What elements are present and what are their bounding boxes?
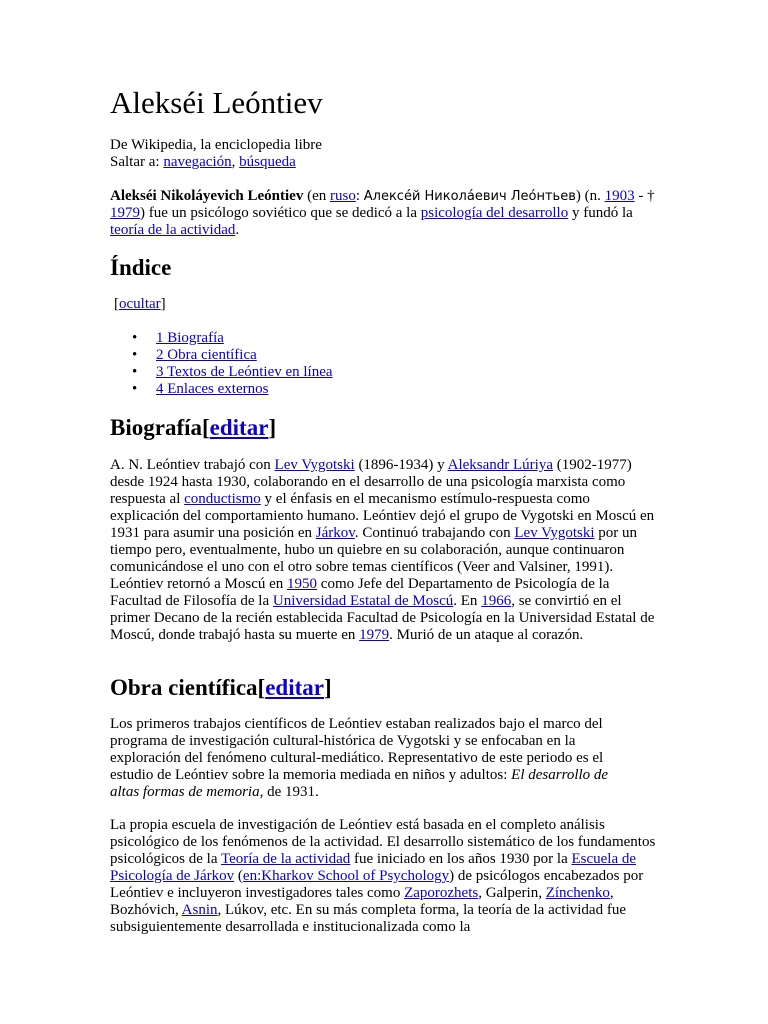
body-text: . Murió de un ataque al corazón. bbox=[389, 627, 584, 643]
link-teoria-actividad-2[interactable]: Teoría de la actividad bbox=[220, 851, 351, 867]
heading-text: Biografía bbox=[110, 415, 202, 440]
edit-bracket: ] bbox=[268, 415, 277, 440]
link-asnin[interactable]: Asnin bbox=[181, 902, 218, 918]
body-text: por un tiempo pero, eventualmente, hubo un quiebre en su colaboración, aunque continuaron comunicándose el uno con el otro sobre temas científicos (Veer and Valsiner, 1991). Leóntiev retornó a Moscú en bbox=[110, 525, 638, 592]
navigation-link[interactable]: navegación bbox=[163, 154, 232, 170]
biografia-paragraph bbox=[110, 457, 658, 644]
intro-text: - † bbox=[634, 188, 655, 204]
body-text: La propia escuela de investigación de Leóntiev está basada en el completo análisis psicológico de los fenómenos de la actividad. El desarrollo sistemático de los fundamentos psicológicos de la bbox=[110, 817, 656, 867]
toc-item bbox=[110, 347, 660, 364]
edit-bracket: [ bbox=[202, 415, 210, 440]
toc-item bbox=[110, 381, 660, 398]
body-text: , se convirtió en el primer Decano de la recién establecida Facultad de Psicología en la Universidad Estatal de Moscú, donde trabajó hasta su muerte en bbox=[110, 593, 655, 643]
toc-bracket: ] bbox=[160, 296, 166, 312]
intro-text: ) (n. bbox=[575, 188, 605, 204]
toc-link-enlaces[interactable]: 4 Enlaces externos bbox=[156, 381, 269, 397]
edit-link-biografia[interactable]: editar bbox=[209, 415, 269, 440]
link-1966[interactable]: 1966 bbox=[481, 593, 512, 609]
intro-text: ) fue un psicólogo soviético que se dedicó a la bbox=[140, 205, 421, 221]
book-title: El desarrollo de altas formas de memoria bbox=[110, 767, 609, 800]
body-text: y el énfasis en el mecanismo estímulo-respuesta como explicación del comportamiento humano. Leóntiev dejó el grupo de Vygotski en Moscú en 1931 para asumir una posición en bbox=[110, 491, 655, 541]
toc-toggle bbox=[114, 296, 664, 313]
bullet-icon: • bbox=[132, 330, 138, 346]
section-heading-obra bbox=[110, 674, 660, 702]
link-lev-vygotski[interactable]: Lev Vygotski bbox=[274, 457, 355, 473]
subject-name: Alekséi Nikoláyevich Leóntiev bbox=[110, 188, 304, 204]
link-psicologia-desarrollo[interactable]: psicología del desarrollo bbox=[420, 205, 569, 221]
edit-link-obra[interactable]: editar bbox=[265, 675, 324, 700]
toc-link-textos[interactable]: 3 Textos de Leóntiev en línea bbox=[156, 364, 333, 380]
body-text: Los primeros trabajos científicos de Leóntiev estaban realizados bajo el marco del programa de investigación cultural-histórica de Vygotski y se enfocaban en la exploración del fenómeno cultural-mediático. Representativo de este periodo es el estudio de Leóntiev sobre la memoria mediada en niños y adultos: bbox=[110, 716, 604, 783]
body-text: . En bbox=[453, 593, 482, 609]
russian-name: Алексе́й Никола́евич Лео́нтьев bbox=[363, 189, 576, 204]
link-jarkov[interactable]: Járkov bbox=[315, 525, 355, 541]
body-text: (1896-1934) y bbox=[354, 457, 448, 473]
intro-paragraph bbox=[110, 188, 655, 239]
toc-item bbox=[110, 330, 660, 347]
obra-paragraph-2 bbox=[110, 817, 658, 936]
intro-text: y fundó la bbox=[568, 205, 633, 221]
toc-hide-link[interactable]: ocultar bbox=[119, 296, 161, 312]
body-text: , Galperin, bbox=[478, 885, 546, 901]
obra-paragraph-1 bbox=[110, 716, 622, 801]
link-1979[interactable]: 1979 bbox=[110, 205, 140, 221]
obra-heading-block bbox=[110, 674, 660, 702]
body-text: ) de psicólogos encabezados por Leóntiev e incluyeron investigadores tales como bbox=[110, 868, 644, 901]
link-ruso[interactable]: ruso bbox=[329, 188, 356, 204]
link-1950[interactable]: 1950 bbox=[287, 576, 318, 592]
body-text: A. N. Leóntiev trabajó con bbox=[110, 457, 275, 473]
edit-bracket: ] bbox=[323, 675, 332, 700]
body-text: , de 1931. bbox=[259, 784, 319, 800]
toc-link-obra[interactable]: 2 Obra científica bbox=[156, 347, 257, 363]
intro-text: : bbox=[355, 188, 364, 204]
link-lev-vygotski-2[interactable]: Lev Vygotski bbox=[514, 525, 595, 541]
wiki-source-line: De Wikipedia, la enciclopedia libre bbox=[110, 137, 322, 153]
link-aleksandr-luriya[interactable]: Aleksandr Lúriya bbox=[447, 457, 553, 473]
page-title: Alekséi Leóntiev bbox=[110, 85, 323, 120]
link-universidad-moscu[interactable]: Universidad Estatal de Moscú bbox=[272, 593, 454, 609]
section-heading-biografia bbox=[110, 414, 660, 442]
jump-links-line bbox=[110, 154, 660, 171]
search-link[interactable]: búsqueda bbox=[239, 154, 296, 170]
link-zaporozhets[interactable]: Zaporozhets bbox=[404, 885, 479, 901]
toc-link-biografia[interactable]: 1 Biografía bbox=[156, 330, 224, 346]
body-text: como Jefe del Departamento de Psicología de la Facultad de Filosofía de la bbox=[110, 576, 610, 609]
bullet-icon: • bbox=[132, 381, 138, 397]
toc-list bbox=[110, 330, 660, 398]
toc-item bbox=[110, 364, 660, 381]
link-escuela-jarkov[interactable]: Escuela de Psicología de Járkov bbox=[110, 851, 637, 884]
body-text: ( bbox=[234, 868, 243, 884]
body-text: fue iniciado en los años 1930 por la bbox=[350, 851, 572, 867]
body-text: . Continuó trabajando con bbox=[354, 525, 515, 541]
body-text: , Bozhóvich, bbox=[110, 885, 614, 918]
heading-text: Obra científica bbox=[110, 675, 258, 700]
jump-separator: , bbox=[231, 154, 240, 170]
link-conductismo[interactable]: conductismo bbox=[184, 491, 261, 507]
link-1903[interactable]: 1903 bbox=[604, 188, 635, 204]
edit-bracket: [ bbox=[257, 675, 266, 700]
biografia-heading-block bbox=[110, 414, 660, 442]
link-kharkov-school[interactable]: en:Kharkov School of Psychology bbox=[242, 868, 450, 884]
article-subtitle bbox=[110, 137, 660, 171]
link-teoria-actividad[interactable]: teoría de la actividad bbox=[110, 222, 236, 238]
intro-text: . bbox=[235, 222, 240, 238]
intro-text: (en bbox=[303, 188, 330, 204]
bullet-icon: • bbox=[132, 364, 138, 380]
bullet-icon: • bbox=[132, 347, 138, 363]
body-text: , Lúkov, etc. En su más completa forma, la teoría de la actividad fue subsiguientemente desarrollada e institucionalizada como la bbox=[110, 902, 626, 935]
body-text: (1902-1977) desde 1924 hasta 1930, colaborando en el desarrollo de una psicología marxista como respuesta al bbox=[110, 457, 632, 507]
link-1979-death[interactable]: 1979 bbox=[359, 627, 390, 643]
toc-bracket: [ bbox=[114, 296, 119, 312]
link-zinchenko[interactable]: Zínchenko bbox=[545, 885, 610, 901]
jump-prefix: Saltar a: bbox=[110, 154, 164, 170]
toc-heading: Índice bbox=[110, 255, 172, 280]
toc-section bbox=[110, 254, 660, 282]
